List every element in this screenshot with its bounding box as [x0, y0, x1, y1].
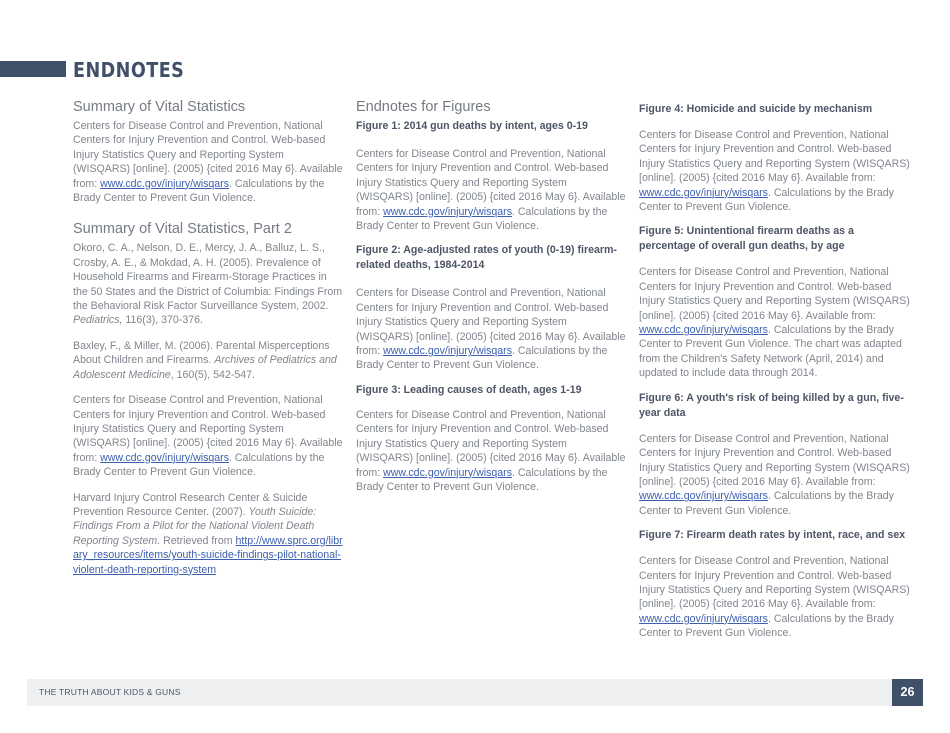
citation-link[interactable]: www.cdc.gov/injury/wisqars — [100, 177, 230, 190]
page-footer — [27, 679, 923, 706]
citation-link[interactable]: www.cdc.gov/injury/wisqars — [383, 345, 513, 358]
citation-link[interactable]: www.cdc.gov/injury/wisqars — [383, 466, 513, 479]
citation-link[interactable]: www.cdc.gov/injury/wisqars — [639, 490, 768, 503]
section-heading-summary-part2: Summary of Vital Statistics, Part 2 — [73, 221, 292, 238]
citation-cdc: Centers for Disease Control and Prevention, National Centers for Injury Prevention and Control. Web-based Injury Statistics Query and Reporting System (WISQARS) [online]. (2005) {cited 2016 May 6}. Available from: www.cdc.gov/injury/wisqars. Calculations by the Brady Center to Prevent Gun Violence. — [639, 432, 910, 517]
citation-cdc: Centers for Disease Control and Prevention, National Centers for Injury Prevention and Control. Web-based Injury Statistics Query and Reporting System (WISQARS) [online]. (2005) {cited 2016 May 6}. Available from: www.cdc.gov/injury/wisqars. Calculations by the Brady Center to Prevent Gun Violence. — [73, 120, 343, 205]
citation-cdc: Centers for Disease Control and Prevention, National Centers for Injury Prevention and Control. Web-based Injury Statistics Query and Reporting System (WISQARS) [online]. (2005) {cited 2016 May 6}. Available from: www.cdc.gov/injury/wisqars. Calculations by the Brady Center to Prevent Gun Violence. — [356, 408, 626, 493]
citation-cdc: Centers for Disease Control and Prevention, National Centers for Injury Prevention and Control. Web-based Injury Statistics Query and Reporting System (WISQARS) [online]. (2005) {cited 2016 May 6}. Available from: www.cdc.gov/injury/wisqars. Calculations by the Brady Center to Prevent Gun Violence. The chart was adapted from the Children's Safety Network (April, 2014) and updated to include data through 2014. — [639, 266, 910, 380]
citation-cdc: Centers for Disease Control and Prevention, National Centers for Injury Prevention and Control. Web-based Injury Statistics Query and Reporting System (WISQARS) [online]. (2005) {cited 2016 May 6}. Available from: www.cdc.gov/injury/wisqars. Calculations by the Brady Center to Prevent Gun Violence. — [356, 148, 626, 233]
column-figures — [356, 98, 626, 494]
citation-okoro: Okoro, C. A., Nelson, D. E., Mercy, J. A., Balluz, L. S., Crosby, A. E., & Mokdad, A. H. (2005). Prevalence of Household Firearms and Firearm-Storage Practices in the 50 States and the District of Columbia: Findings From the Behavioral Risk Factor Surveillance System, 2002. Pediatrics, 116(3), 370-376. — [73, 242, 343, 327]
page-title: ENDNOTES — [73, 58, 185, 82]
figure-title: Figure 1: 2014 gun deaths by intent, ages 0-19 — [356, 120, 588, 132]
citation-link[interactable]: www.cdc.gov/injury/wisqars — [383, 205, 513, 218]
citation-cdc: Centers for Disease Control and Prevention, National Centers for Injury Prevention and Control. Web-based Injury Statistics Query and Reporting System (WISQARS) [online]. (2005) {cited 2016 May 6}. Available from: www.cdc.gov/injury/wisqars. Calculations by the Brady Center to Prevent Gun Violence. — [356, 287, 626, 372]
citation-link[interactable]: www.cdc.gov/injury/wisqars — [100, 451, 230, 464]
figure-title: Figure 2: Age-adjusted rates of youth (0-19) firearm-related deaths, 1984-2014 — [356, 244, 617, 272]
figure-title: Figure 5: Unintentional firearm deaths as a percentage of overall gun deaths, by age — [639, 225, 854, 253]
title-accent-bar — [0, 61, 66, 77]
citation-cdc: Centers for Disease Control and Prevention, National Centers for Injury Prevention and Control. Web-based Injury Statistics Query and Reporting System (WISQARS) [online]. (2005) {cited 2016 May 6}. Available from: www.cdc.gov/injury/wisqars. Calculations by the Brady Center to Prevent Gun Violence. — [639, 555, 910, 640]
page-number: 26 — [892, 679, 923, 706]
citation-link[interactable]: www.cdc.gov/injury/wisqars — [639, 324, 768, 337]
section-heading-figures: Endnotes for Figures — [356, 99, 491, 115]
column-figures-continued — [639, 102, 911, 641]
column-summary — [73, 98, 343, 577]
citation-link[interactable]: http://www.sprc.org/library_resources/items/youth-suicide-findings-pilot-national-violent-death-reporting-system — [73, 534, 343, 576]
citation-link[interactable]: www.cdc.gov/injury/wisqars — [639, 612, 768, 625]
figure-title: Figure 4: Homicide and suicide by mechanism — [639, 103, 873, 115]
figure-title: Figure 6: A youth's risk of being killed by a gun, five-year data — [639, 391, 904, 419]
citation-cdc: Centers for Disease Control and Prevention, National Centers for Injury Prevention and Control. Web-based Injury Statistics Query and Reporting System (WISQARS) [online]. (2005) {cited 2016 May 6}. Available from: www.cdc.gov/injury/wisqars. Calculations by the Brady Center to Prevent Gun Violence. — [73, 394, 343, 479]
footer-publication-title: THE TRUTH ABOUT KIDS & GUNS — [39, 687, 181, 697]
citation-baxley: Baxley, F., & Miller, M. (2006). Parental Misperceptions About Children and Firearms. Archives of Pediatrics and Adolescent Medicine, 160(5), 542-547. — [73, 339, 337, 381]
citation-link[interactable]: www.cdc.gov/injury/wisqars — [639, 186, 768, 199]
figure-title: Figure 7: Firearm death rates by intent, race, and sex — [639, 529, 906, 542]
citation-harvard: Harvard Injury Control Research Center & Suicide Prevention Resource Center. (2007). Youth Suicide: Findings From a Pilot for the National Violent Death Reporting System. Retrieved from http://www.sprc.org/library_resources/items/youth-suicide-findings-pilot-national-violent-death-reporting-system — [73, 491, 343, 576]
citation-cdc: Centers for Disease Control and Prevention, National Centers for Injury Prevention and Control. Web-based Injury Statistics Query and Reporting System (WISQARS) [online]. (2005) {cited 2016 May 6}. Available from: www.cdc.gov/injury/wisqars. Calculations by the Brady Center to Prevent Gun Violence. — [639, 129, 910, 214]
figure-title: Figure 3: Leading causes of death, ages 1-19 — [356, 383, 582, 396]
section-heading-summary: Summary of Vital Statistics — [73, 99, 246, 115]
